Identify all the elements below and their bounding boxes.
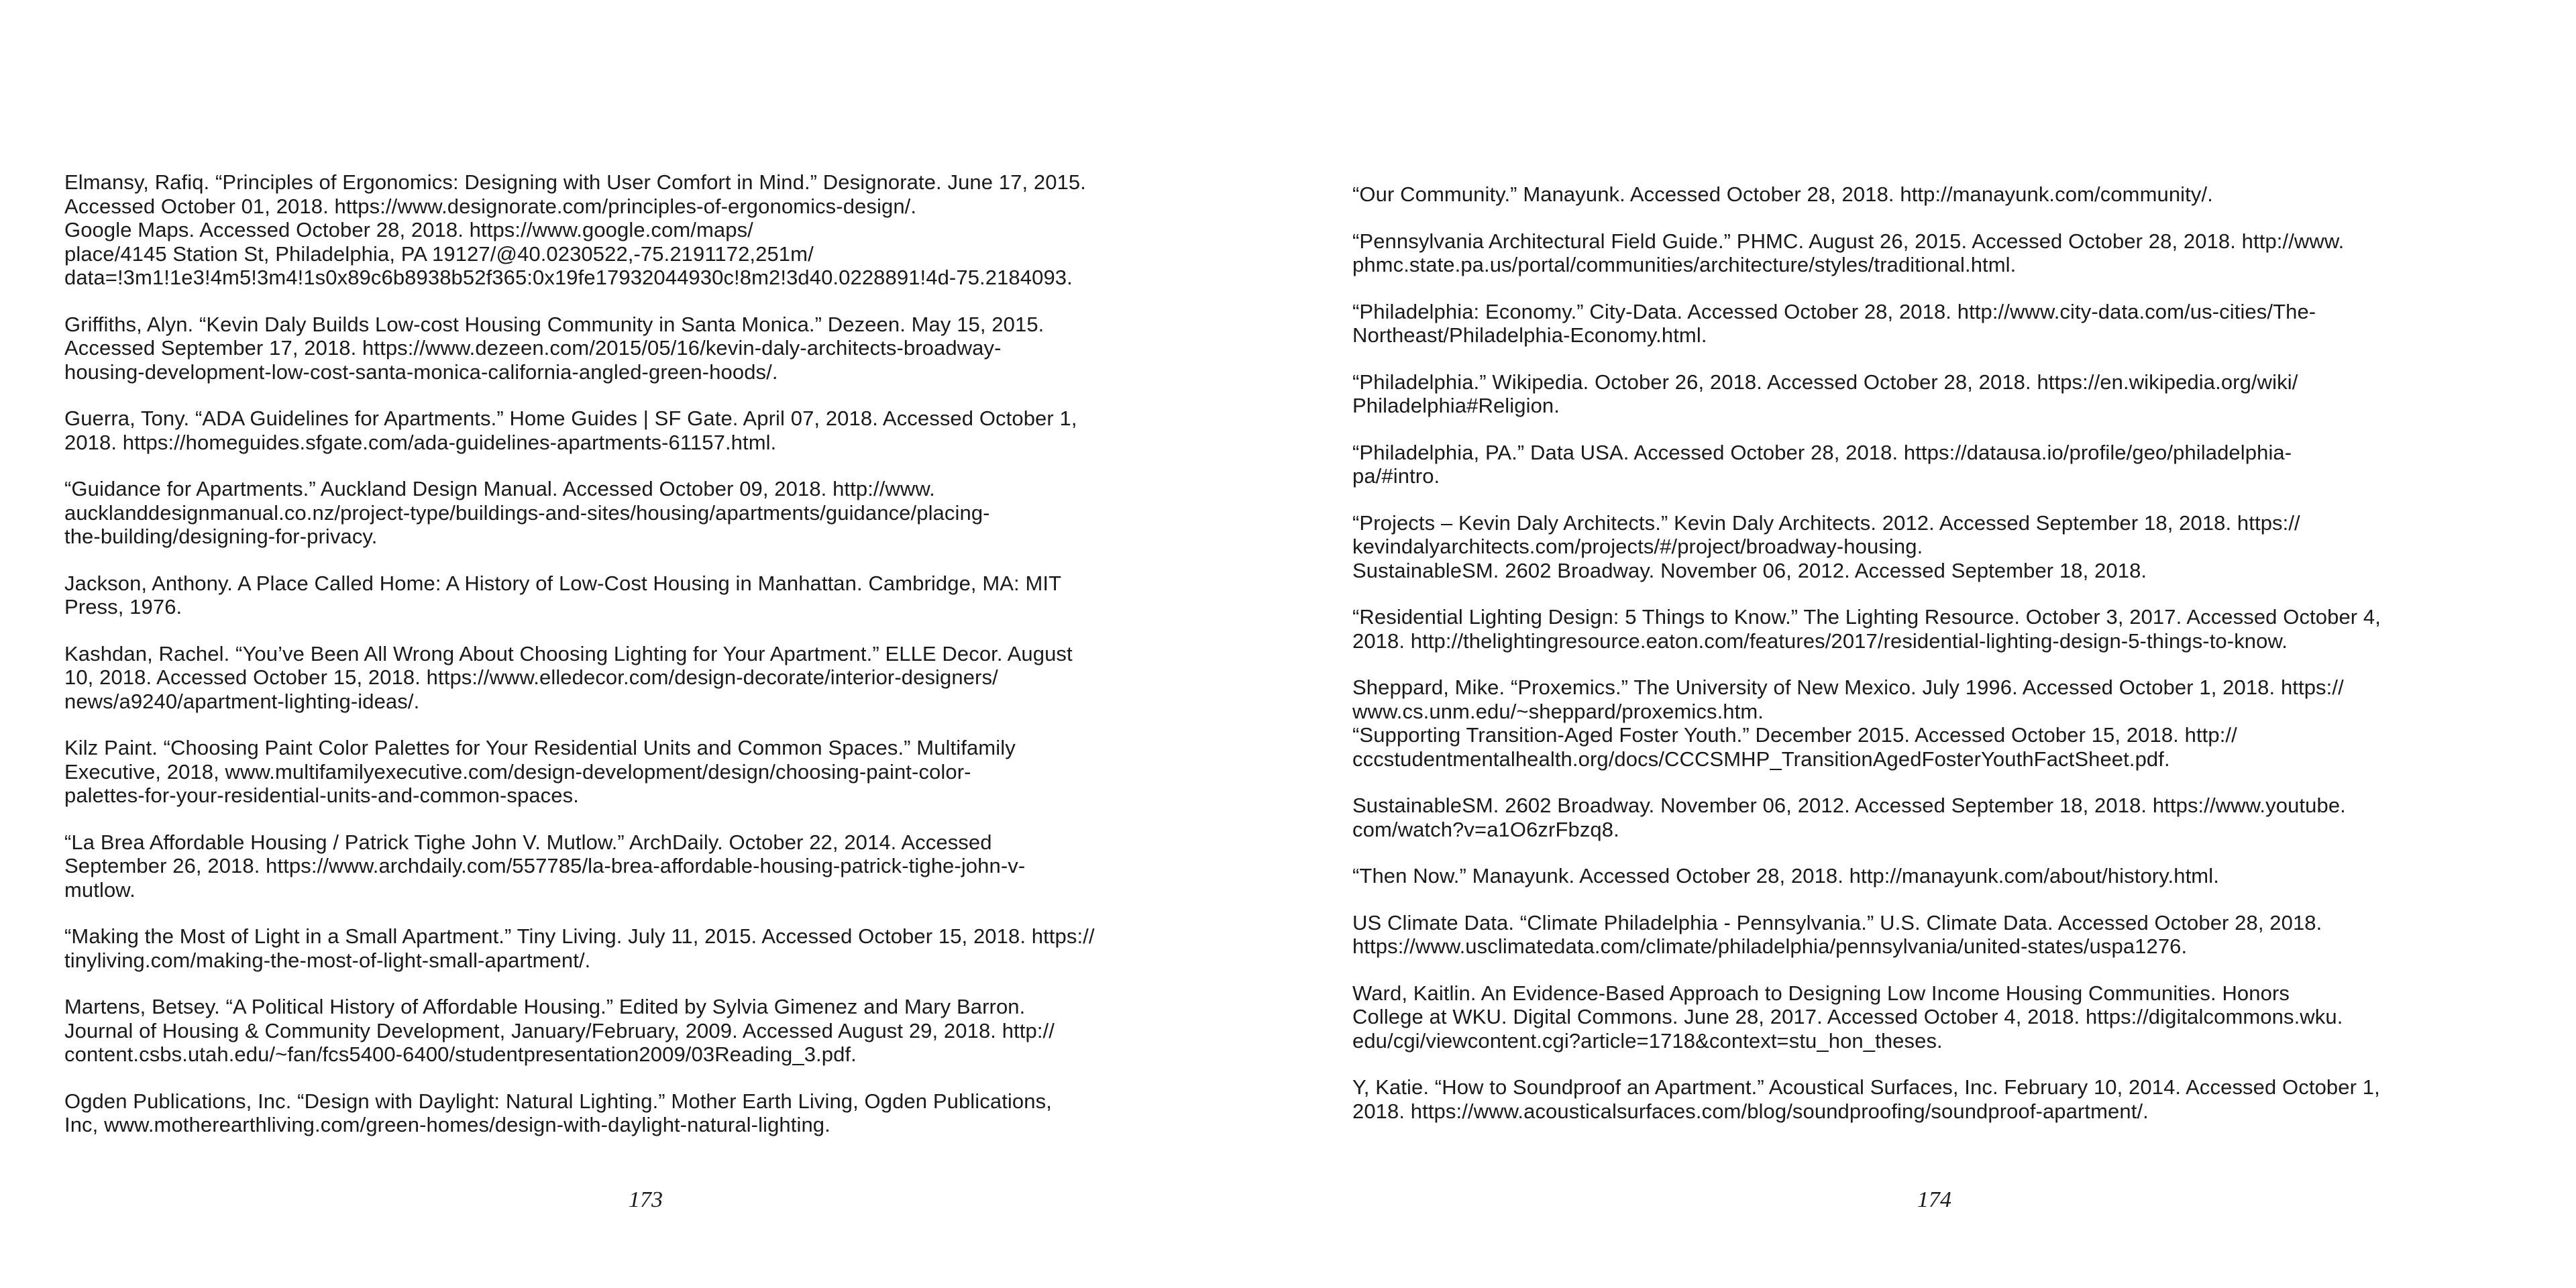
reference-line: SustainableSM. 2602 Broadway. November 06, 2012. Accessed September 18, 2018. https://www.youtube. [1352,794,2346,817]
reference-line: Executive, 2018, www.multifamilyexecutive.com/design-development/design/choosing-paint-color- [64,759,971,784]
reference-line: https://www.usclimatedata.com/climate/philadelphia/pennsylvania/united-states/uspa1276. [1352,934,2188,958]
reference-entry [64,477,1245,549]
reference-line: kevindalyarchitects.com/projects/#/project/broadway-housing. [1352,535,1923,558]
reference-entry [1352,1075,2533,1123]
reference-entry [1352,605,2533,653]
reference-entry [64,572,1245,619]
reference-line: Press, 1976. [64,595,182,619]
reference-entry [1352,676,2533,771]
reference-line: palettes-for-your-residential-units-and-common-spaces. [64,784,579,807]
reference-entry [1352,794,2533,841]
reference-line: aucklanddesignmanual.co.nz/project-type/buildings-and-sites/housing/apartments/guidance/placing- [64,500,990,525]
reference-line: Martens, Betsey. “A Political History of Affordable Housing.” Edited by Sylvia Gimenez and Mary Barron. [64,995,1026,1018]
reference-line: mutlow. [64,877,136,902]
reference-line: Philadelphia#Religion. [1352,394,1560,417]
reference-entry [64,407,1245,454]
reference-line: “Philadelphia, PA.” Data USA. Accessed October 28, 2018. https://datausa.io/profile/geo/philadelphia- [1352,440,2292,464]
reference-line: www.cs.unm.edu/~sheppard/proxemics.htm. [1352,699,1764,723]
right-page [1288,0,2576,1288]
reference-entry [64,995,1245,1067]
reference-entry [1352,981,2533,1053]
bibliography-list [1352,182,2533,1146]
page-number: 174 [1917,1187,1951,1212]
reference-line: news/a9240/apartment-lighting-ideas/. [64,689,420,713]
reference-line: Google Maps. Accessed October 28, 2018. https://www.google.com/maps/ [64,218,753,241]
reference-line: Griffiths, Alyn. “Kevin Daly Builds Low-cost Housing Community in Santa Monica.” Dezeen. May 15, 2015. [64,312,1044,336]
bibliography-list [64,170,1245,1160]
reference-line: “Supporting Transition-Aged Foster Youth.” December 2015. Accessed October 15, 2018. http:// [1352,723,2237,747]
reference-entry [64,1089,1245,1137]
reference-entry [64,736,1245,808]
reference-line: 2018. https://www.acousticalsurfaces.com/blog/soundproofing/soundproof-apartment/. [1352,1099,2149,1123]
page-number: 173 [629,1187,663,1212]
reference-line: Guerra, Tony. “ADA Guidelines for Apartments.” Home Guides | SF Gate. April 07, 2018. Accessed October 1, [64,407,1077,430]
reference-line: Ward, Kaitlin. An Evidence-Based Approach to Designing Low Income Housing Communities. Honors [1352,981,2290,1005]
reference-line: “Projects – Kevin Daly Architects.” Kevin Daly Architects. 2012. Accessed September 18, 2018. https:// [1352,511,2300,535]
reference-line: 2018. http://thelightingresource.eaton.com/features/2017/residential-lighting-design-5-things-to-know. [1352,629,2288,653]
reference-line: Northeast/Philadelphia-Economy.html. [1352,323,1707,347]
reference-line: Y, Katie. “How to Soundproof an Apartment.” Acoustical Surfaces, Inc. February 10, 2014. Accessed October 1, [1352,1075,2380,1099]
reference-line: “Our Community.” Manayunk. Accessed October 28, 2018. http://manayunk.com/community/. [1352,182,2213,206]
reference-line: “Making the Most of Light in a Small Apartment.” Tiny Living. July 11, 2015. Accessed October 15, 2018. https:// [64,924,1095,948]
reference-line: Accessed September 17, 2018. https://www.dezeen.com/2015/05/16/kevin-daly-architects-broadway- [64,336,1002,360]
reference-line: edu/cgi/viewcontent.cgi?article=1718&context=stu_hon_theses. [1352,1028,1943,1053]
reference-entry [64,313,1245,384]
reference-line: Sheppard, Mike. “Proxemics.” The University of New Mexico. July 1996. Accessed October 1, 2018. https:// [1352,676,2344,699]
reference-entry [1352,229,2533,277]
reference-line: Kilz Paint. “Choosing Paint Color Palettes for Your Residential Units and Common Spaces.” Multifamily [64,736,1016,759]
reference-entry [1352,370,2533,418]
reference-line: “Guidance for Apartments.” Auckland Design Manual. Accessed October 09, 2018. http://www. [64,477,935,500]
reference-entry [1352,441,2533,488]
reference-line: com/watch?v=a1O6zrFbzq8. [1352,817,1619,841]
reference-line: “Pennsylvania Architectural Field Guide.” PHMC. August 26, 2015. Accessed October 28, 2018. http://www. [1352,229,2345,253]
reference-entry [1352,300,2533,347]
reference-line: “La Brea Affordable Housing / Patrick Tighe John V. Mutlow.” ArchDaily. October 22, 2014. Accessed [64,830,992,854]
reference-line: housing-development-low-cost-santa-monica-california-angled-green-hoods/. [64,360,778,384]
reference-line: cccstudentmentalhealth.org/docs/CCCSMHP_TransitionAgedFosterYouthFactSheet.pdf. [1352,747,2170,771]
reference-line: SustainableSM. 2602 Broadway. November 06, 2012. Accessed September 18, 2018. [1352,558,2147,582]
reference-line: 2018. https://homeguides.sfgate.com/ada-guidelines-apartments-61157.html. [64,430,777,454]
reference-entry [1352,511,2533,583]
reference-line: phmc.state.pa.us/portal/communities/architecture/styles/traditional.html. [1352,253,2017,276]
reference-line: Journal of Housing & Community Development, January/February, 2009. Accessed August 29, 2018. http:// [64,1018,1055,1042]
reference-entry [64,924,1245,972]
reference-line: “Philadelphia: Economy.” City-Data. Accessed October 28, 2018. http://www.city-data.com/us-cities/The- [1352,299,2316,323]
reference-line: September 26, 2018. https://www.archdaily.com/557785/la-brea-affordable-housing-patrick-tighe-john-v- [64,854,1026,877]
reference-line: “Then Now.” Manayunk. Accessed October 28, 2018. http://manayunk.com/about/history.html. [1352,864,2219,888]
reference-line: the-building/designing-for-privacy. [64,525,378,548]
reference-line: pa/#intro. [1352,464,1440,488]
reference-line: Kashdan, Rachel. “You’ve Been All Wrong About Choosing Lighting for Your Apartment.” ELLE Decor. August [64,641,1073,665]
reference-line: Jackson, Anthony. A Place Called Home: A History of Low-Cost Housing in Manhattan. Cambridge, MA: MIT [64,571,1062,595]
reference-line: Ogden Publications, Inc. “Design with Daylight: Natural Lighting.” Mother Earth Living, Ogden Publications, [64,1089,1052,1113]
reference-line: Inc, www.motherearthliving.com/green-homes/design-with-daylight-natural-lighting. [64,1113,830,1136]
reference-line: data=!3m1!1e3!4m5!3m4!1s0x89c6b8938b52f365:0x19fe17932044930c!8m2!3d40.0228891!4d-75.2184093. [64,266,1073,289]
reference-line: place/4145 Station St, Philadelphia, PA 19127/@40.0230522,-75.2191172,251m/ [64,241,814,266]
reference-entry [1352,911,2533,959]
reference-entry [64,642,1245,714]
reference-entry [1352,182,2533,207]
reference-line: US Climate Data. “Climate Philadelphia - Pennsylvania.” U.S. Climate Data. Accessed October 28, 2018. [1352,910,2322,934]
reference-line: 10, 2018. Accessed October 15, 2018. https://www.elledecor.com/design-decorate/interior-designers/ [64,665,998,689]
reference-line: content.csbs.utah.edu/~fan/fcs5400-6400/studentpresentation2009/03Reading_3.pdf. [64,1042,857,1066]
reference-line: Accessed October 01, 2018. https://www.designorate.com/principles-of-ergonomics-design/. [64,194,917,218]
reference-entry [1352,864,2533,888]
reference-entry [64,170,1245,290]
reference-line: Elmansy, Rafiq. “Principles of Ergonomics: Designing with User Comfort in Mind.” Designorate. June 17, 2015. [64,170,1086,194]
reference-line: “Philadelphia.” Wikipedia. October 26, 2018. Accessed October 28, 2018. https://en.wikipedia.org/wiki/ [1352,370,2298,394]
reference-line: College at WKU. Digital Commons. June 28, 2017. Accessed October 4, 2018. https://digitalcommons.wku. [1352,1005,2343,1028]
reference-entry [64,830,1245,902]
reference-line: tinyliving.com/making-the-most-of-light-small-apartment/. [64,948,591,972]
reference-line: “Residential Lighting Design: 5 Things to Know.” The Lighting Resource. October 3, 2017. Accessed October 4, [1352,605,2381,629]
